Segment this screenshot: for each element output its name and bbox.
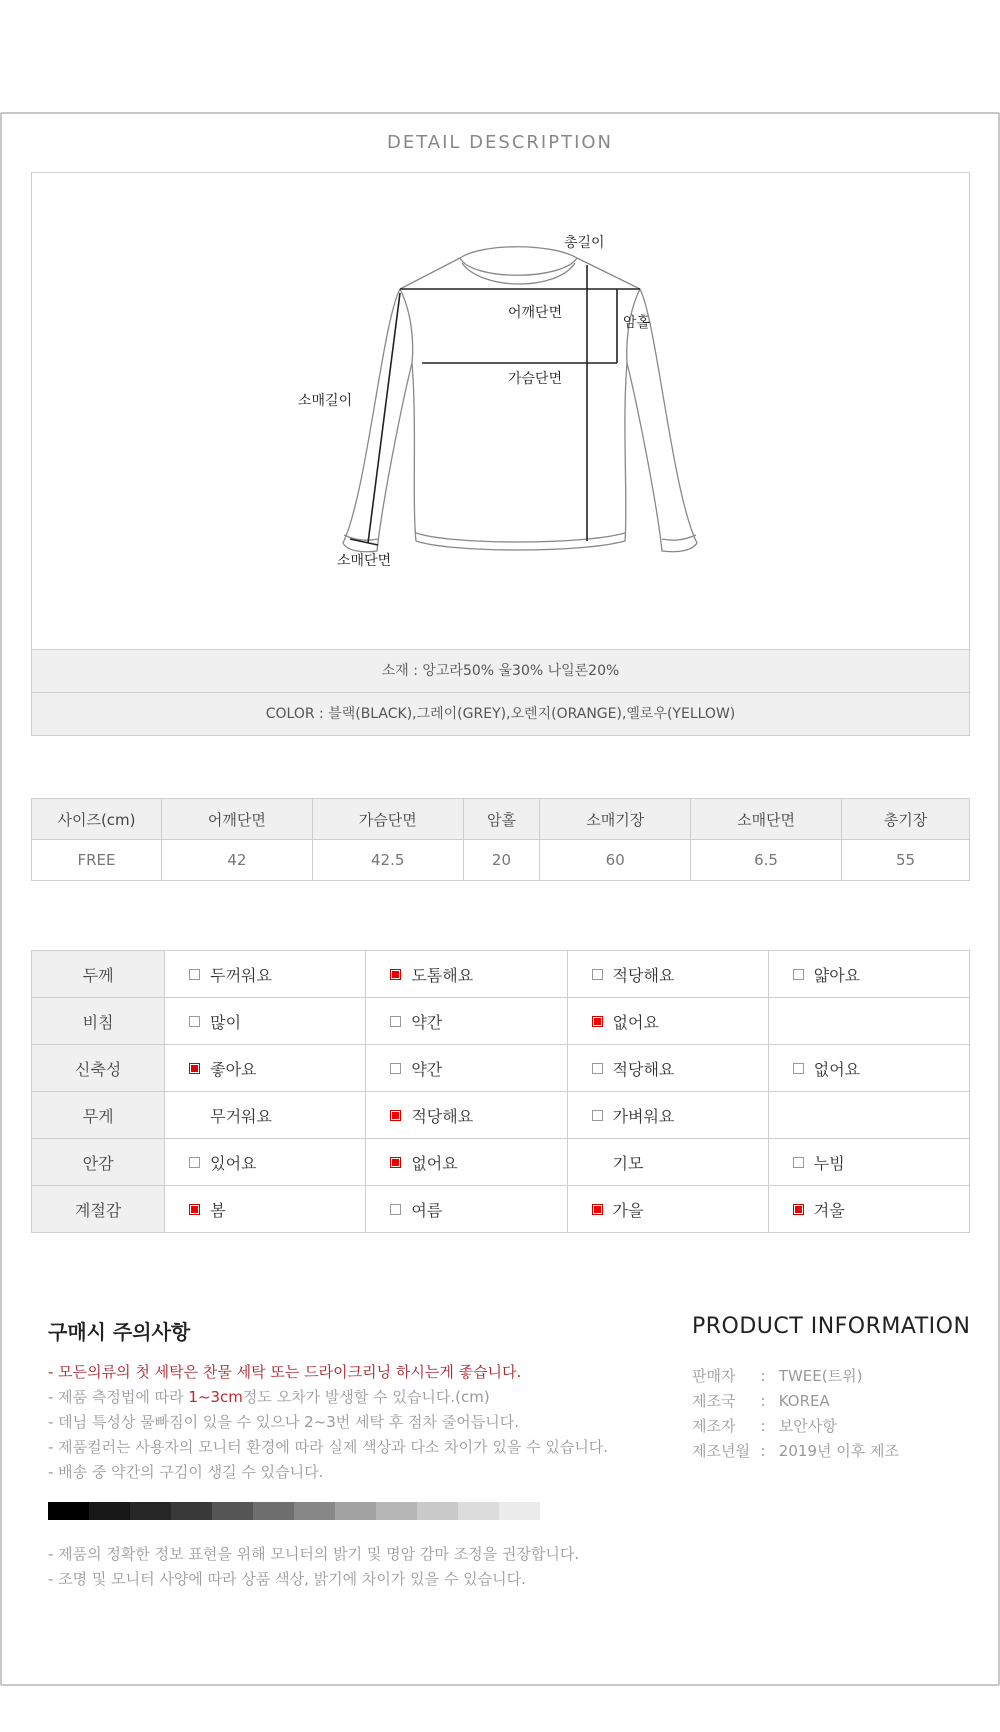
gray-scale-bar bbox=[48, 1502, 540, 1520]
feel-option-cell bbox=[366, 1139, 567, 1186]
size-cell: 60 bbox=[540, 840, 691, 881]
size-cell: 42 bbox=[162, 840, 313, 881]
sleeve-width-label: 소매단면 bbox=[337, 553, 392, 569]
feel-option-label: 있어요 bbox=[210, 1153, 257, 1173]
table-row bbox=[32, 1186, 970, 1233]
feel-row-label: 비침 bbox=[32, 998, 165, 1045]
feel-option-label: 무거워요 bbox=[210, 1106, 272, 1126]
feel-option-label: 누빔 bbox=[813, 1153, 845, 1173]
checked-box-icon bbox=[390, 1157, 401, 1168]
feel-option-cell bbox=[768, 998, 969, 1045]
checked-box-icon bbox=[793, 1204, 804, 1215]
size-cell: 20 bbox=[463, 840, 540, 881]
left-sleeve bbox=[343, 258, 460, 552]
monitor-notice bbox=[48, 1542, 579, 1592]
feel-option-label: 많이 bbox=[210, 1012, 242, 1032]
feel-option-cell bbox=[165, 998, 366, 1045]
info-sep: : bbox=[760, 1417, 766, 1435]
gray-swatch bbox=[253, 1502, 294, 1520]
gray-swatch bbox=[376, 1502, 417, 1520]
feel-option-cell bbox=[567, 951, 768, 998]
checkbox-icon bbox=[592, 969, 603, 980]
armhole-label: 암홀 bbox=[623, 315, 651, 331]
feel-option-label: 여름 bbox=[411, 1200, 443, 1220]
checkbox-icon bbox=[390, 1204, 401, 1215]
gray-swatch bbox=[212, 1502, 253, 1520]
fit-feel-table bbox=[31, 950, 970, 1233]
sweater-diagram bbox=[32, 173, 969, 649]
size-header-cell: 소매단면 bbox=[691, 799, 842, 840]
notice-title: 구매시 주의사항 bbox=[48, 1320, 191, 1344]
size-header-cell: 암홀 bbox=[463, 799, 540, 840]
feel-option-label: 적당해요 bbox=[612, 1059, 675, 1079]
checkbox-icon bbox=[793, 1063, 804, 1074]
feel-option-label: 약간 bbox=[411, 1059, 443, 1079]
feel-option-label: 좋아요 bbox=[210, 1059, 257, 1079]
size-cell: FREE bbox=[32, 840, 162, 881]
feel-option-label: 가을 bbox=[612, 1200, 644, 1220]
checked-box-icon bbox=[189, 1063, 200, 1074]
feel-option-cell bbox=[366, 998, 567, 1045]
checkbox-icon bbox=[390, 1016, 401, 1027]
checkbox-icon bbox=[189, 1016, 200, 1027]
product-info-title: PRODUCT INFORMATION bbox=[692, 1314, 971, 1339]
info-value: KOREA bbox=[778, 1392, 830, 1410]
size-table bbox=[31, 798, 970, 881]
info-value: TWEE(트위) bbox=[778, 1367, 863, 1385]
size-cell: 42.5 bbox=[312, 840, 463, 881]
feel-option-cell bbox=[165, 1045, 366, 1092]
feel-row-label: 계절감 bbox=[32, 1186, 165, 1233]
feel-option-label: 없어요 bbox=[813, 1059, 861, 1079]
neckline-outer bbox=[460, 247, 577, 258]
feel-option-cell bbox=[567, 1139, 768, 1186]
checkbox-icon bbox=[793, 1157, 804, 1168]
feel-row-label: 무게 bbox=[32, 1092, 165, 1139]
body bbox=[412, 363, 627, 550]
notice-list bbox=[48, 1360, 608, 1485]
feel-option-cell bbox=[768, 1092, 969, 1139]
size-diagram-box bbox=[31, 172, 970, 736]
feel-option-cell bbox=[165, 1186, 366, 1233]
table-row bbox=[32, 1092, 970, 1139]
product-info-row bbox=[692, 1439, 899, 1464]
feel-option-cell bbox=[165, 1139, 366, 1186]
info-key: 제조년월 bbox=[692, 1442, 750, 1460]
notice-line-part: - 제품 측정법에 따라 bbox=[48, 1388, 189, 1406]
feel-option-cell bbox=[567, 1045, 768, 1092]
shoulder-label: 어깨단면 bbox=[508, 305, 563, 321]
notice-line: - 모든의류의 첫 세탁은 찬물 세탁 또는 드라이크리닝 하시는게 좋습니다. bbox=[48, 1363, 522, 1381]
checked-box-icon bbox=[592, 1204, 603, 1215]
size-table-header bbox=[32, 799, 970, 840]
checkbox-icon bbox=[189, 1110, 200, 1121]
table-row bbox=[32, 1139, 970, 1186]
detail-title: DETAIL DESCRIPTION bbox=[386, 132, 614, 153]
feel-option-cell bbox=[768, 951, 969, 998]
feel-option-cell bbox=[165, 1092, 366, 1139]
info-key: 제조국 bbox=[692, 1392, 736, 1410]
checkbox-icon bbox=[592, 1110, 603, 1121]
size-header-cell: 소매기장 bbox=[540, 799, 691, 840]
feel-option-label: 약간 bbox=[411, 1012, 443, 1032]
checked-box-icon bbox=[390, 1110, 401, 1121]
checked-box-icon bbox=[390, 969, 401, 980]
info-sep: : bbox=[760, 1367, 766, 1385]
checkbox-icon bbox=[189, 1157, 200, 1168]
info-sep: : bbox=[760, 1442, 766, 1460]
material-row: 소재 : 앙고라50% 울30% 나일론20% bbox=[32, 649, 969, 692]
feel-option-cell bbox=[366, 951, 567, 998]
info-key: 제조자 bbox=[692, 1417, 736, 1435]
table-row bbox=[32, 1045, 970, 1092]
chest-label: 가슴단면 bbox=[508, 371, 563, 387]
feel-option-cell bbox=[567, 998, 768, 1045]
notice-line-part: 정도 오차가 발생할 수 있습니다.(cm) bbox=[242, 1388, 490, 1406]
right-sleeve bbox=[577, 258, 697, 552]
hem-line bbox=[416, 533, 625, 542]
feel-option-cell bbox=[567, 1186, 768, 1233]
info-value: 보안사항 bbox=[778, 1417, 837, 1435]
notice-line: - 조명 및 모니터 사양에 따라 상품 색상, 밝기에 차이가 있을 수 있습니다. bbox=[48, 1570, 526, 1588]
feel-option-label: 두꺼워요 bbox=[210, 965, 272, 985]
gray-swatch bbox=[417, 1502, 458, 1520]
feel-option-cell bbox=[366, 1092, 567, 1139]
sleeve-length-label: 소매길이 bbox=[298, 393, 353, 409]
notice-line: - 제품의 정확한 정보 표현을 위해 모니터의 밝기 및 명암 감마 조정을 권장합니다. bbox=[48, 1545, 580, 1563]
feel-row-label: 두께 bbox=[32, 951, 165, 998]
feel-option-label: 도톰해요 bbox=[411, 965, 474, 985]
feel-option-cell bbox=[768, 1139, 969, 1186]
size-cell: 6.5 bbox=[691, 840, 842, 881]
size-header-cell: 가슴단면 bbox=[312, 799, 463, 840]
table-row bbox=[32, 998, 970, 1045]
info-sep: : bbox=[760, 1392, 766, 1410]
notice-line: - 제품컬러는 사용자의 모니터 환경에 따라 실제 색상과 다소 차이가 있을 수 있습니다. bbox=[48, 1438, 609, 1456]
checkbox-icon bbox=[189, 969, 200, 980]
gray-swatch bbox=[130, 1502, 171, 1520]
feel-option-cell bbox=[768, 1045, 969, 1092]
checkbox-icon bbox=[793, 969, 804, 980]
gray-swatch bbox=[335, 1502, 376, 1520]
notice-line: - 배송 중 약간의 구김이 생길 수 있습니다. bbox=[48, 1463, 324, 1481]
left-cuff bbox=[344, 535, 378, 540]
size-header-cell: 총기장 bbox=[842, 799, 970, 840]
neckline-back bbox=[460, 258, 577, 275]
feel-option-label: 적당해요 bbox=[411, 1106, 474, 1126]
feel-option-label: 적당해요 bbox=[612, 965, 675, 985]
notice-line: - 데님 특성상 물빠짐이 있을 수 있으나 2~3번 세탁 후 점차 줄어듭니다. bbox=[48, 1413, 520, 1431]
checked-box-icon bbox=[592, 1016, 603, 1027]
feel-option-label: 얇아요 bbox=[813, 965, 861, 985]
table-row bbox=[32, 951, 970, 998]
notice-line bbox=[48, 1385, 608, 1410]
info-value: 2019년 이후 제조 bbox=[778, 1442, 899, 1460]
gray-swatch bbox=[89, 1502, 130, 1520]
feel-row-label: 안감 bbox=[32, 1139, 165, 1186]
checked-box-icon bbox=[189, 1204, 200, 1215]
product-info-list bbox=[692, 1364, 899, 1464]
feel-option-label: 기모 bbox=[612, 1153, 644, 1173]
feel-option-cell bbox=[366, 1186, 567, 1233]
info-key: 판매자 bbox=[692, 1367, 736, 1385]
feel-row-label: 신축성 bbox=[32, 1045, 165, 1092]
right-cuff bbox=[662, 535, 696, 540]
feel-option-cell bbox=[768, 1186, 969, 1233]
neckline-inner bbox=[462, 263, 575, 284]
product-info-row bbox=[692, 1389, 899, 1414]
feel-option-cell bbox=[567, 1092, 768, 1139]
left-armhole-seam bbox=[400, 289, 413, 363]
feel-option-label: 겨울 bbox=[813, 1200, 845, 1220]
color-row: COLOR : 블랙(BLACK),그레이(GREY),오렌지(ORANGE),옐로우(YELLOW) bbox=[32, 692, 969, 735]
gray-swatch bbox=[48, 1502, 89, 1520]
product-info-row bbox=[692, 1364, 899, 1389]
gray-swatch bbox=[499, 1502, 540, 1520]
checkbox-icon bbox=[592, 1063, 603, 1074]
feel-option-label: 가벼워요 bbox=[612, 1106, 675, 1126]
checkbox-icon bbox=[592, 1157, 603, 1168]
size-header-cell: 사이즈(cm) bbox=[32, 799, 162, 840]
checkbox-icon bbox=[390, 1063, 401, 1074]
notice-highlight: 1~3cm bbox=[188, 1388, 243, 1406]
table-row bbox=[32, 840, 970, 881]
product-info-row bbox=[692, 1414, 899, 1439]
gray-swatch bbox=[294, 1502, 335, 1520]
size-cell: 55 bbox=[842, 840, 970, 881]
feel-option-label: 봄 bbox=[210, 1200, 226, 1220]
feel-option-label: 없어요 bbox=[411, 1153, 458, 1173]
total-length-label: 총길이 bbox=[564, 235, 605, 251]
feel-option-cell bbox=[165, 951, 366, 998]
gray-swatch bbox=[458, 1502, 499, 1520]
feel-option-cell bbox=[366, 1045, 567, 1092]
size-header-cell: 어깨단면 bbox=[162, 799, 313, 840]
gray-swatch bbox=[171, 1502, 212, 1520]
feel-option-label: 없어요 bbox=[612, 1012, 659, 1032]
